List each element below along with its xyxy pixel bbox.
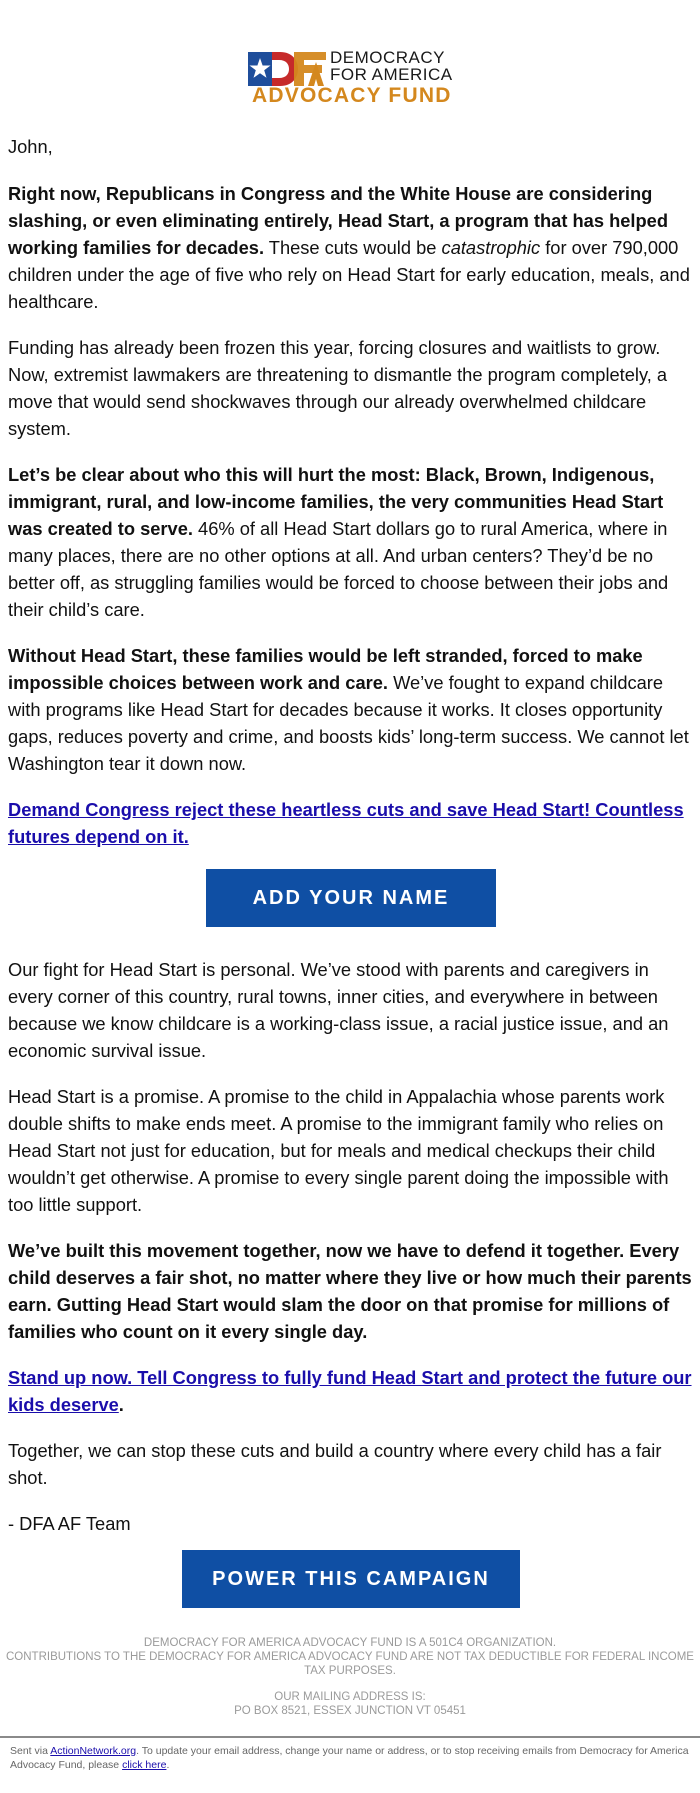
paragraph-4 — [8, 642, 694, 777]
paragraph-6: Head Start is a promise. A promise to the child in Appalachia whose parents work double shifts to make ends meet. A promise to the immigrant family who relies on Head Start not just for education, but for meals and medical checkups their child wouldn’t get otherwise. A promise to every single parent doing the impossible with too little support. — [8, 1086, 669, 1215]
greeting: John, — [8, 136, 53, 157]
paragraph-8: Together, we can stop these cuts and build a country where every child has a fair shot. — [8, 1440, 662, 1488]
cta-paragraph-2-period: . — [118, 1394, 124, 1415]
paragraph-1-bold: Right now, Republicans in Congress and the White House are considering slashing, or even eliminating entirely, Head Start, a program that has helped working families for decades. — [8, 183, 668, 258]
paragraph-4-text: We’ve fought to expand childcare with programs like Head Start for decades because it works. It closes opportunity gaps, reduces poverty and crime, and boosts kids’ long-term success. We cannot let Washington tear it down now. — [8, 672, 689, 774]
paragraph-4-bold: Without Head Start, these families would be left stranded, forced to make impossible choices between work and care. — [8, 645, 643, 693]
paragraph-7 — [8, 1237, 694, 1345]
logo-line-advocacy-fund: ADVOCACY FUND — [252, 84, 452, 107]
paragraph-3 — [8, 461, 694, 623]
cta-paragraph-1 — [8, 796, 694, 850]
click-here-link[interactable]: click here — [122, 1759, 167, 1771]
footer — [0, 1636, 700, 1718]
footer-divider — [0, 1736, 700, 1738]
paragraph-7-bold: We’ve built this movement together, now we have to defend it together. Every child deserves a fair shot, no matter where they live or how much their parents earn. Gutting Head Start would slam the door on that promise for millions of families who count on it every single day. — [8, 1240, 692, 1342]
logo-line-democracy: DEMOCRACY — [330, 48, 446, 67]
stand-up-now-link[interactable]: Stand up now. Tell Congress to fully fund Head Start and protect the future our kids deserve — [8, 1367, 692, 1415]
power-campaign-button-wrap — [8, 1550, 694, 1608]
sent-prefix: Sent via — [10, 1745, 51, 1757]
dfa-logo — [248, 46, 458, 106]
paragraph-1 — [8, 180, 694, 315]
email-body — [8, 133, 694, 1637]
paragraph-1-emphasis: catastrophic — [441, 237, 541, 258]
footer-mailing-label: OUR MAILING ADDRESS IS: — [274, 1691, 426, 1703]
dfa-logo-mark-icon — [248, 52, 328, 86]
footer-spacer — [0, 1678, 700, 1690]
cta-paragraph-2 — [8, 1364, 694, 1418]
signature: - DFA AF Team — [8, 1513, 131, 1534]
paragraph-2: Funding has already been frozen this year, forcing closures and waitlists to grow. Now, extremist lawmakers are threatening to dismantle the program completely, a move that would send shockwaves through our already overwhelmed childcare system. — [8, 337, 668, 439]
add-name-button-wrap — [8, 869, 694, 927]
add-your-name-button[interactable]: ADD YOUR NAME — [206, 869, 496, 927]
footer-org-status: DEMOCRACY FOR AMERICA ADVOCACY FUND IS A 501C4 ORGANIZATION. — [143, 1637, 557, 1649]
paragraph-3-bold: Let’s be clear about who this will hurt the most: Black, Brown, Indigenous, immigrant, rural, and low-income families, the very communities Head Start was created to serve. — [8, 464, 664, 539]
footer-mailing-address: PO BOX 8521, ESSEX JUNCTION VT 05451 — [234, 1705, 466, 1717]
actionnetwork-link[interactable]: ActionNetwork.org — [50, 1745, 137, 1757]
paragraph-1-text-b: for over 790,000 children under the age of five who rely on Head Start for early education, meals, and healthcare. — [8, 237, 690, 312]
demand-congress-link[interactable]: Demand Congress reject these heartless cuts and save Head Start! Countless futures depend on it. — [8, 799, 684, 847]
paragraph-5: Our fight for Head Start is personal. We’ve stood with parents and caregivers in every corner of this country, rural towns, inner cities, and everywhere in between because we know childcare is a working-class issue, a racial justice issue, and an economic survival issue. — [8, 959, 669, 1061]
sent-suffix: . — [166, 1759, 170, 1771]
paragraph-1-text-a: These cuts would be — [264, 237, 442, 258]
power-this-campaign-button[interactable]: POWER THIS CAMPAIGN — [182, 1550, 520, 1608]
paragraph-3-text: 46% of all Head Start dollars go to rural America, where in many places, there are no other options at all. And urban centers? They’d be no better off, as struggling families would be forced to choose between their jobs and their child’s care. — [8, 518, 669, 620]
footer-tax-disclaimer: CONTRIBUTIONS TO THE DEMOCRACY FOR AMERICA ADVOCACY FUND ARE NOT TAX DEDUCTIBLE FOR FEDERAL INCOME TAX PURPOSES. — [6, 1651, 694, 1677]
logo-line-for-america: FOR AMERICA — [330, 65, 453, 84]
sent-middle: . To update your email address, change your name or address, or to stop receiving emails from Democracy for America Advocacy Fund, please — [10, 1745, 689, 1771]
sent-via-notice — [10, 1744, 690, 1772]
